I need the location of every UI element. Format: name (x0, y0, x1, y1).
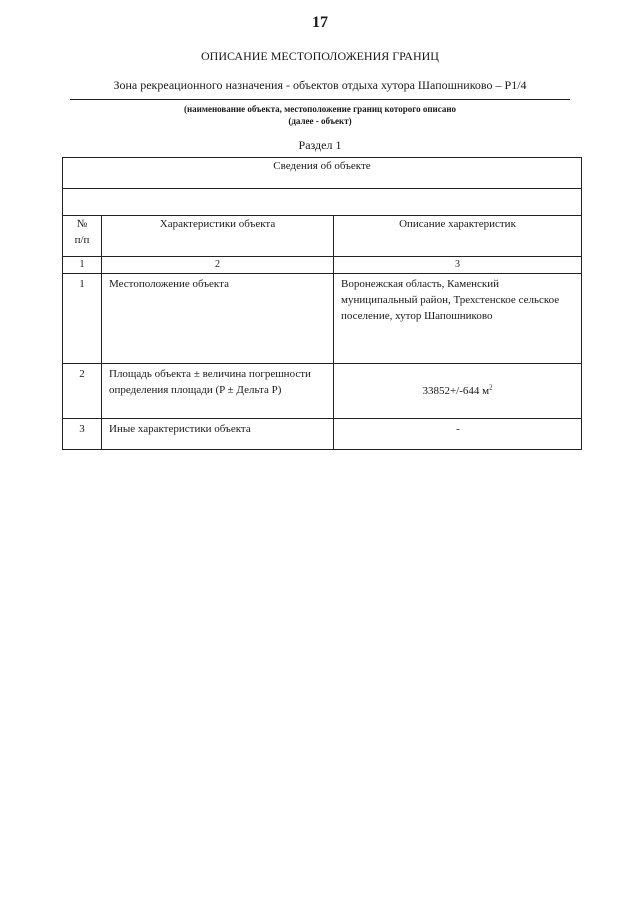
area-unit-exponent: 2 (489, 383, 493, 392)
row-description: - (334, 419, 582, 450)
object-caption-line-1: (наименование объекта, местоположение границ которого описано (183, 104, 457, 114)
table-column-numbers-row (63, 257, 582, 274)
table-title-row (63, 158, 582, 189)
row-num: 3 (63, 419, 102, 450)
row-characteristic: Иные характеристики объекта (102, 419, 334, 450)
area-value: 33852+/-644 м (422, 385, 490, 397)
row-characteristic: Местоположение объекта (102, 274, 334, 364)
header-characteristic: Характеристики объекта (102, 216, 334, 257)
table-row (63, 274, 582, 364)
section-label: Раздел 1 (298, 138, 342, 152)
table-row (63, 364, 582, 419)
row-description: Воронежская область, Каменский муниципальный район, Трехстенское сельское поселение, хутор Шапошниково (334, 274, 582, 364)
object-name-caption (0, 103, 640, 127)
row-description (334, 364, 582, 419)
document-title: ОПИСАНИЕ МЕСТОПОЛОЖЕНИЯ ГРАНИЦ (201, 49, 439, 63)
column-number: 2 (102, 257, 334, 274)
page-number: 17 (312, 14, 328, 31)
row-num: 2 (63, 364, 102, 419)
table-row (63, 419, 582, 450)
table-empty-cell (63, 189, 582, 216)
table-title: Сведения об объекте (63, 158, 582, 189)
column-number: 3 (334, 257, 582, 274)
header-num: № п/п (63, 216, 102, 257)
row-characteristic: Площадь объекта ± величина погрешности определения площади (P ± Дельта P) (102, 364, 334, 419)
object-name-underline (70, 99, 570, 100)
table-empty-row (63, 189, 582, 216)
object-name: Зона рекреационного назначения - объектов отдыха хутора Шапошниково – Р1/4 (113, 78, 527, 92)
column-number: 1 (63, 257, 102, 274)
object-info-table (62, 157, 582, 450)
row-num: 1 (63, 274, 102, 364)
object-caption-line-2: (далее - объект) (288, 116, 352, 126)
table-header-row (63, 216, 582, 257)
header-description: Описание характеристик (334, 216, 582, 257)
